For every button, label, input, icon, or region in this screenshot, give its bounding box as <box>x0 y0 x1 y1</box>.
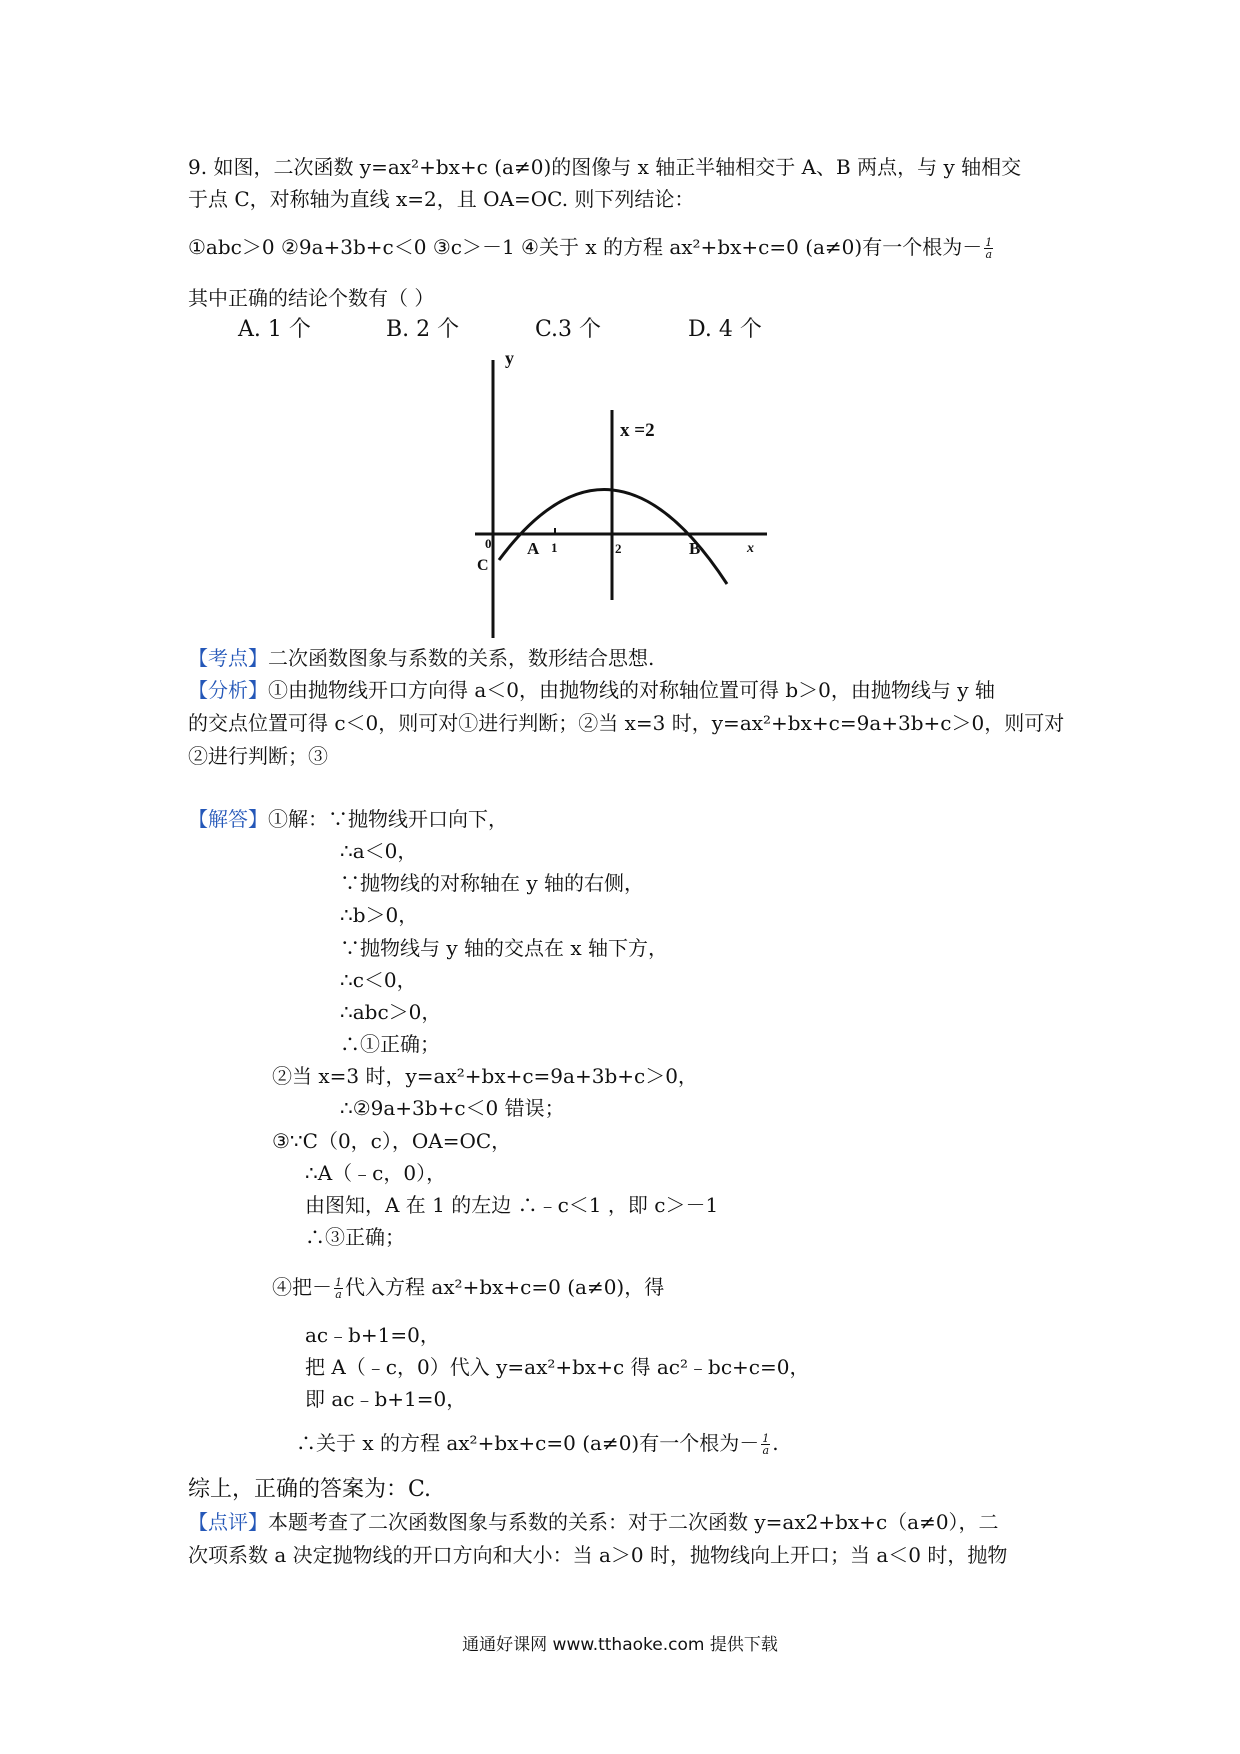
symmetry-axis-label: x =2 <box>620 420 655 441</box>
question-statements: ①abc＞0 ②9a+3b+c＜0 ③c＞－1 ④关于 x 的方程 ax²+bx+c=0 (a≠0)有一个根为－ <box>188 235 983 259</box>
point-a-label: A <box>527 539 540 558</box>
point-c-label: C <box>477 557 489 574</box>
solution-line-14: ∴③正确； <box>305 1225 405 1249</box>
option-a: A. 1 个 <box>238 317 311 342</box>
option-d: D. 4 个 <box>688 317 762 342</box>
question-line-4: 其中正确的结论个数有（ ） <box>188 286 435 310</box>
comment-line-2: 次项系数 a 决定抛物线的开口方向和大小：当 a＞0 时，抛物线向上开口；当 a＜0 时，抛物 <box>188 1543 1008 1567</box>
solution-line-4: ∴b＞0， <box>340 903 419 927</box>
point-b-label: B <box>689 539 701 558</box>
question-line-3 <box>188 232 995 262</box>
kaodian-tag: 【考点】 <box>188 646 268 670</box>
solution-line-10: ∴②9a+3b+c＜0 错误； <box>340 1096 565 1120</box>
solution-text-1: ①解：∵抛物线开口向下， <box>268 807 508 831</box>
fraction-one-over-a: $\frac{1}{a}$ <box>335 1276 342 1301</box>
solution-line-16: ac﹣b+1=0， <box>305 1323 440 1347</box>
x-axis-label: x <box>747 541 754 556</box>
solution-line-6: ∴c＜0， <box>340 968 417 992</box>
summary-line: 综上，正确的答案为：C. <box>188 1477 432 1502</box>
solution-line-17: 把 A（﹣c，0）代入 y=ax²+bx+c 得 ac²﹣bc+c=0， <box>305 1355 810 1379</box>
fraction-one-over-a: $\frac{1}{a}$ <box>985 236 993 261</box>
option-c: C.3 个 <box>535 317 602 342</box>
solution-line-8: ∴①正确； <box>340 1032 440 1056</box>
solution-line-13: 由图知，A 在 1 的左边 ∴﹣c＜1 ，即 c＞－1 <box>305 1193 719 1217</box>
page-footer: 通通好课网 www.tthaoke.com 提供下载 <box>462 1635 778 1655</box>
comment-text-1: 本题考查了二次函数图象与系数的关系：对于二次函数 y=ax2+bx+c（a≠0），二 <box>268 1510 999 1534</box>
fenxi-tag: 【分析】 <box>188 678 268 702</box>
solution-line-9: ②当 x=3 时，y=ax²+bx+c=9a+3b+c＞0， <box>272 1064 698 1088</box>
solution-line-1 <box>188 804 508 834</box>
parabola-figure <box>455 348 785 640</box>
fenxi-line-3: ②进行判断；③ <box>188 744 328 768</box>
tick-label-1: 1 <box>551 540 558 555</box>
solution-tag: 【解答】 <box>188 807 268 831</box>
solution-line-12: ∴A（﹣c，0）， <box>305 1161 447 1185</box>
fenxi-text-1: ①由抛物线开口方向得 a＜0，由抛物线的对称轴位置可得 b＞0，由抛物线与 y 轴 <box>268 678 995 702</box>
comment-tag: 【点评】 <box>188 1510 268 1534</box>
question-line-1 <box>188 152 1021 182</box>
solution-line-18: 即 ac﹣b+1=0， <box>305 1387 467 1411</box>
solution-line-5: ∵抛物线与 y 轴的交点在 x 轴下方， <box>340 936 669 960</box>
y-axis-label: y <box>505 348 514 368</box>
substitute-prefix: ④把－ <box>272 1275 332 1299</box>
kaodian-text: 二次函数图象与系数的关系，数形结合思想. <box>268 646 655 670</box>
substitute-suffix: 代入方程 ax²+bx+c=0 (a≠0)，得 <box>345 1275 665 1299</box>
solution-line-2: ∴a＜0， <box>340 839 418 863</box>
kaodian-line <box>188 643 654 673</box>
tick-label-2: 2 <box>615 541 622 556</box>
fraction-one-over-a: $\frac{1}{a}$ <box>762 1432 770 1457</box>
fenxi-line-2: 的交点位置可得 c＜0，则可对①进行判断；②当 x=3 时，y=ax²+bx+c=9a+3b+c＞0，则可对 <box>188 711 1065 735</box>
option-b: B. 2 个 <box>386 317 460 342</box>
solution-line-11: ③∵C（0，c），OA=OC， <box>272 1129 512 1153</box>
solution-line-7: ∴abc＞0， <box>340 1000 442 1024</box>
solution-line-19 <box>296 1428 779 1458</box>
solution-line-3: ∵抛物线的对称轴在 y 轴的右侧， <box>340 871 645 895</box>
question-line-2: 于点 C，对称轴为直线 x=2，且 OA=OC. 则下列结论： <box>188 187 695 211</box>
comment-line-1 <box>188 1507 999 1537</box>
solution-line-15 <box>272 1272 664 1302</box>
conclusion-period: . <box>772 1431 779 1455</box>
fenxi-line-1 <box>188 675 995 705</box>
origin-label: 0 <box>485 536 492 551</box>
conclusion-text: ∴关于 x 的方程 ax²+bx+c=0 (a≠0)有一个根为－ <box>296 1431 760 1455</box>
question-text-1: 9. 如图，二次函数 y=ax²+bx+c (a≠0)的图像与 x 轴正半轴相交于 A、B 两点，与 y 轴相交 <box>188 155 1022 179</box>
